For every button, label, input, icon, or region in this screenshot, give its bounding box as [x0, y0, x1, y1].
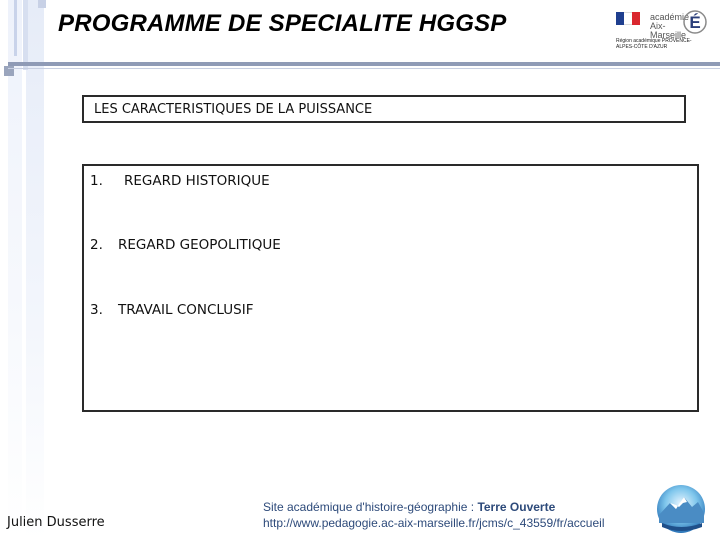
corner-square-decoration-2 — [38, 0, 46, 8]
subject-label: LES CARACTERISTIQUES DE LA PUISSANCE — [94, 102, 373, 117]
outline-item-label: REGARD HISTORIQUE — [124, 173, 270, 189]
title-underline-thin — [8, 68, 720, 69]
terre-ouverte-logo-icon — [652, 483, 710, 535]
site-credit-prefix: Site académique d'histoire-géographie : — [263, 500, 478, 514]
svg-text:É: É — [689, 13, 701, 32]
outline-item-number: 1. — [90, 173, 103, 189]
outline-item-number: 2. — [90, 237, 103, 253]
subject-box — [82, 95, 686, 123]
academie-logo — [612, 6, 708, 52]
title-underline — [8, 62, 720, 66]
stripe-accent-2 — [23, 0, 28, 70]
stripe-accent — [14, 0, 17, 56]
french-flag-icon — [616, 12, 640, 25]
left-stripe-decoration-light — [26, 0, 44, 540]
author-name: Julien Dusserre — [7, 515, 105, 530]
site-url-link[interactable]: http://www.pedagogie.ac-aix-marseille.fr/jcms/c_43559/fr/accueil — [263, 516, 605, 530]
site-name: Terre Ouverte — [477, 500, 556, 514]
region-academique-text: Région académique PROVENCE-ALPES-CÔTE D'AZUR — [616, 38, 692, 50]
outline-item-number: 3. — [90, 302, 103, 318]
left-stripe-decoration — [8, 0, 22, 540]
outline-item-2 — [90, 237, 281, 253]
page-title: PROGRAMME DE SPECIALITE HGGSP — [58, 10, 507, 37]
academie-e-logo-icon — [682, 6, 708, 36]
outline-item-1 — [90, 173, 270, 189]
outline-item-label: REGARD GEOPOLITIQUE — [118, 237, 281, 253]
outline-box — [82, 164, 699, 412]
academie-name: académie Aix-Marseille — [650, 12, 690, 40]
outline-item-3 — [90, 302, 253, 318]
site-credit — [263, 500, 555, 514]
outline-item-label: TRAVAIL CONCLUSIF — [118, 302, 254, 318]
